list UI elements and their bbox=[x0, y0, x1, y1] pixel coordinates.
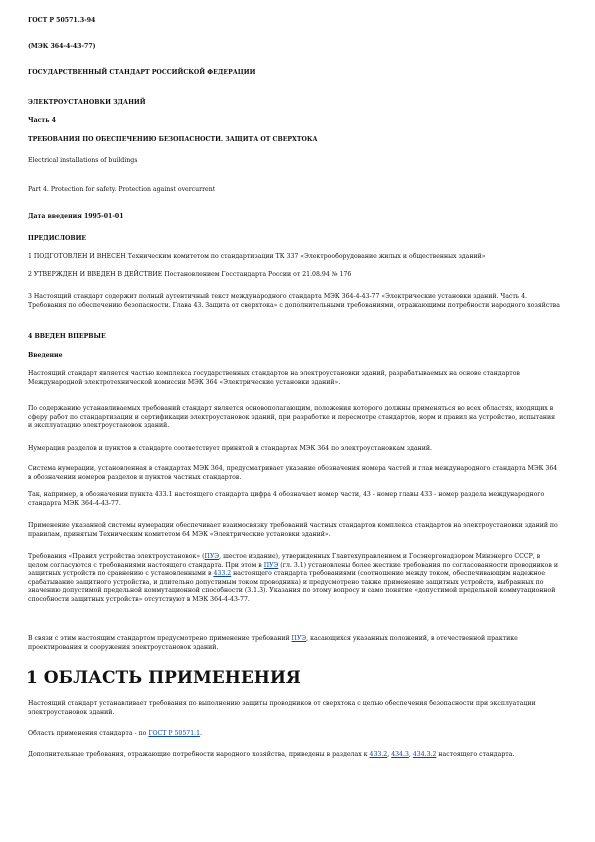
section-title: 1 ОБЛАСТЬ ПРИМЕНЕНИЯ bbox=[26, 668, 301, 688]
pue-link[interactable]: ПУЭ bbox=[263, 561, 279, 569]
intro-paragraph-4: Система нумерации, установленная в стандартах МЭК 364, предусматривает указание обозначения номера частей и глав международного стандарта МЭК 364 в обозначении номеров разделов и пунктов частных стандартов. bbox=[28, 465, 558, 481]
foreword-item-1: 1 ПОДГОТОВЛЕН И ВНЕСЕН Техническим комитетом по стандартизации ТК 337 «Электрооборудование жилых и общественных зданий» bbox=[28, 253, 486, 260]
clause-434-3-2-link[interactable]: 434.3.2 bbox=[412, 751, 437, 758]
doc-code: ГОСТ Р 50571.3-94 bbox=[28, 17, 96, 24]
intro-paragraph-7: Требования «Правил устройства электроустановок» (ПУЭ, шестое издание), утвержденных Главтехуправлением и Госэнергонадзором Минэнерго СССР, в целом согласуются с требованиями настоящего стандарта. При этом в ПУЭ (гл. 3.1) установлены более жесткие требования по согласованности проводников и защитных устройств по сравнению с установленными в 433.2 настоящего стандарта требованиями (соотношение между током, обеспечивающим надежное срабатывание защитного устройства, и длительно допустимым током проводника) и предусмотрено также применение защитных устройств, выбранных по значению допустимой предельной коммутационной способности (3.1.3). Указания по этому вопросу и само понятие «допустимой предельной коммутационной способности защитных устройств» отсутствуют в МЭК 364-4-43-77. bbox=[28, 553, 558, 603]
clause-433-2-link[interactable]: 433.2 bbox=[213, 570, 232, 577]
intro-paragraph-5: Так, например, в обозначении пункта 433.1 настоящего стандарта цифра 4 обозначает номер части, 43 - номер главы 433 - номер раздела международного стандарта МЭК 364-4-43-77. bbox=[28, 491, 545, 507]
intro-paragraph-6: Применение указанной системы нумерации обеспечивает взаимосвязку требований частных стандартов комплекса стандартов на электроустановки зданий по правилам, принятым Техническим комитетом 64 МЭК «Электрические установки зданий». bbox=[28, 522, 558, 538]
title-sub: ТРЕБОВАНИЯ ПО ОБЕСПЕЧЕНИЮ БЕЗОПАСНОСТИ. ЗАЩИТА ОТ СВЕРХТОКА bbox=[28, 136, 318, 143]
clause-434-3-link[interactable]: 434.3 bbox=[391, 751, 409, 758]
intro-paragraph-8: В связи с этим настоящим стандартом предусмотрено применение требований ПУЭ, касающихся указанных положений, в отечественной практике проектирования и сооружения электроустановок зданий. bbox=[28, 635, 518, 651]
intro-paragraph-3: Нумерация разделов и пунктов в стандарте соответствует принятой в стандартах МЭК 364 по электроустановкам зданий. bbox=[28, 445, 433, 452]
standard-type: ГОСУДАРСТВЕННЫЙ СТАНДАРТ РОССИЙСКОЙ ФЕДЕРАЦИИ bbox=[28, 69, 256, 76]
part-en: Part 4. Protection for safety. Protection against overcurrent bbox=[28, 186, 216, 193]
clause-433-2-link[interactable]: 433.2 bbox=[369, 751, 388, 758]
title-en: Electrical installations of buildings bbox=[28, 157, 138, 164]
foreword-item-3: 3 Настоящий стандарт содержит полный аутентичный текст международного стандарта МЭК 364-4-43-77 «Электрические установки зданий. Часть 4. Требования по обеспечению безопасности. Глава 43. Защита от сверхтока» с дополнительными требованиями, отражающими потребности народного хозяйства bbox=[28, 293, 560, 309]
scope-paragraph-2: Область применения стандарта - по ГОСТ Р 50571.1. bbox=[28, 730, 203, 737]
foreword-heading: ПРЕДИСЛОВИЕ bbox=[28, 235, 87, 242]
doc-iec-ref: (МЭК 364-4-43-77) bbox=[28, 43, 96, 50]
title-main: ЭЛЕКТРОУСТАНОВКИ ЗДАНИЙ bbox=[28, 99, 146, 106]
intro-paragraph-1: Настоящий стандарт является частью комплекса государственных стандартов на электроустановки зданий, разрабатываемых на основе стандартов Международной электротехнической комиссии МЭК 364 «Электрические установки зданий». bbox=[28, 370, 520, 386]
foreword-item-4: 4 ВВЕДЕН ВПЕРВЫЕ bbox=[28, 333, 106, 340]
intro-date: Дата введения 1995-01-01 bbox=[28, 213, 124, 220]
scope-paragraph-3: Дополнительные требования, отражающие потребности народного хозяйства, приведены в разделах к 433.2, 434.3, 434.3.2 настоящего стандарта. bbox=[28, 751, 515, 758]
foreword-item-2: 2 УТВЕРЖДЕН И ВВЕДЕН В ДЕЙСТВИЕ Постановлением Госстандарта России от 21.08.94 № 176 bbox=[28, 271, 352, 278]
pue-link[interactable]: ПУЭ bbox=[291, 635, 307, 642]
scope-paragraph-1: Настоящий стандарт устанавливает требования по выполнению защиты проводников от сверхтока с целью обеспечения безопасности при эксплуатации электроустановок зданий. bbox=[28, 700, 536, 716]
intro-paragraph-2: По содержанию устанавливаемых требований стандарт является основополагающим, положения которого должны применяться во всех областях, входящих в сферу работ по стандартизации и сертификации электроустановок зданий, при разработке и пересмотре стандартов, норм и правил на устройство, испытания и эксплуатацию электроустановок зданий. bbox=[28, 405, 556, 429]
doc-part: Часть 4 bbox=[28, 117, 56, 124]
pue-link[interactable]: ПУЭ bbox=[204, 553, 220, 560]
intro-heading: Введение bbox=[28, 352, 63, 359]
gost-50571-1-link[interactable]: ГОСТ Р 50571.1 bbox=[148, 730, 201, 737]
